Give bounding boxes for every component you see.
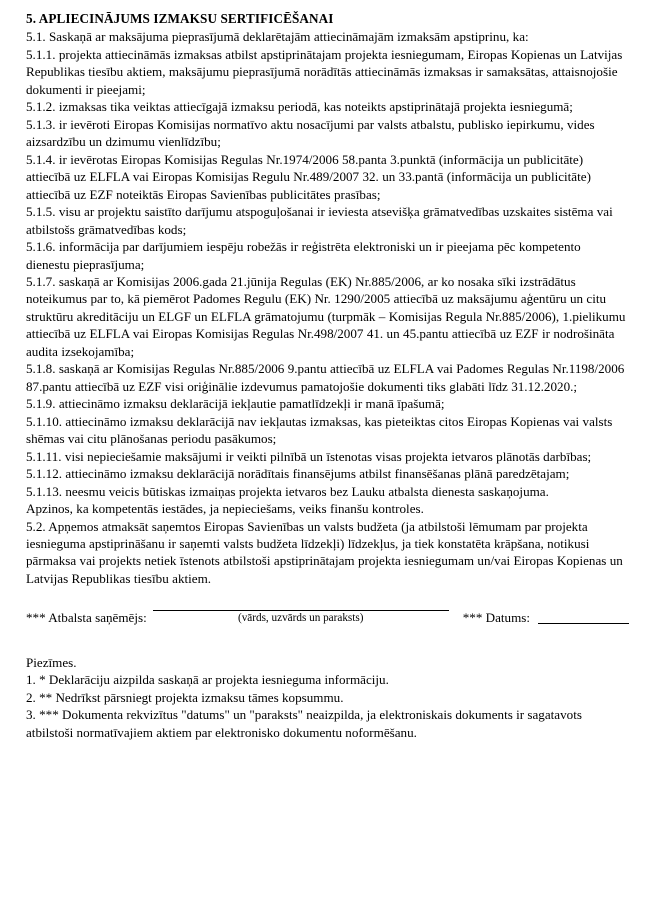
clause-5-1-7: 5.1.7. saskaņā ar Komisijas 2006.gada 21.jūnija Regulas (EK) Nr.885/2006, ar ko nosaka sīki izstrādātus noteikumus par to, kā piemērot Padomes Regulu (EK) Nr. 1290/2005 attiecībā uz maksājumu aģentūru un citu struktūru akreditāciju un ELGF un ELFLA grāmatojumu (turpmāk – Komisijas Regula Nr.885/2006), 1.pielikumu attiecībā uz ELFLA vai Eiropas Komisijas Regulas Nr.498/2007 41. un 45.pantu attiecībā uz EZF ir nodrošināta audita izsekojamība; [26, 273, 626, 359]
note-item-2: 2. ** Nedrīkst pārsniegt projekta izmaksu tāmes kopsummu. [26, 689, 344, 705]
clause-5-1-3: 5.1.3. ir ievēroti Eiropas Komisijas normatīvo aktu nosacījumi par valsts atbalstu, publisko iepirkumu, vides aizsardzību un dzimumu vienlīdzību; [26, 116, 595, 150]
clause-5-1-2: 5.1.2. izmaksas tika veiktas attiecīgajā izmaksu periodā, kas noteikts apstiprinātajā projekta iesniegumā; [26, 99, 573, 115]
signature-row [26, 609, 629, 625]
clause-5-1-1: 5.1.1. projekta attiecināmās izmaksas atbilst apstiprinātajam projekta iesniegumam, Eiropas Kopienas un Latvijas Republikas tiesību aktiem, maksājumu pieprasījumā norādītās attiecināmās izmaksas ir samaksātas, attaisnojošie dokumenti ir pieejami; [26, 46, 623, 97]
date-label: *** Datums: [462, 610, 531, 626]
recipient-label: *** Atbalsta saņēmējs: [26, 610, 147, 626]
clause-5-1-10: 5.1.10. attiecināmo izmaksu deklarācijā nav iekļautas izmaksas, kas pieteiktas citos Eiropas Kopienas vai valsts shēmas vai citu plānošanas periodu pasākumos; [26, 413, 613, 447]
clause-5-1-13: 5.1.13. neesmu veicis būtiskas izmaiņas projekta ietvaros bez Lauku atbalsta dienesta saskaņojuma. [26, 483, 549, 499]
date-input-line[interactable] [538, 622, 629, 624]
clause-5-1-12: 5.1.12. attiecināmo izmaksu deklarācijā norādītais finansējums atbilst finansēšanas plānā paredzētajam; [26, 466, 570, 482]
clause-5-1-5: 5.1.5. visu ar projektu saistīto darījumu atspoguļošanai ir ieviesta atsevišķa grāmatvedības uzskaites sistēma vai atbilstošs grāmatvedības kods; [26, 204, 613, 237]
clause-list [26, 28, 627, 587]
page-title: 5. APLIECINĀJUMS IZMAKSU SERTIFICĒŠANAI [26, 11, 334, 26]
clause-5-1-11: 5.1.11. visi nepieciešamie maksājumi ir veikti pilnībā un īstenotas visas projekta ietvaros plānotās darbības; [26, 448, 592, 464]
clause-5-1-8: 5.1.8. saskaņā ar Komisijas Regulas Nr.885/2006 9.pantu attiecībā uz ELFLA vai Padomes Regulas Nr.1198/2006 87.pantu attiecībā uz EZF visi oriģinālie izdevumus pamatojošie dokumenti tiks glabāti līdz 31.12.2020.; [26, 361, 625, 394]
notes-section [26, 654, 627, 741]
clause-5-1: 5.1. Saskaņā ar maksājuma pieprasījumā deklarētajām attiecināmajām izmaksām apstiprinu, ka: [26, 29, 529, 45]
notes-title: Piezīmes. [26, 654, 77, 670]
note-item-3: 3. *** Dokumenta rekvizītus "datums" un "paraksts" neaizpilda, ja elektroniskais dokuments ir sagatavots atbilstoši normatīvajiem aktiem par elektronisko dokumentu noformēšanu. [26, 707, 582, 740]
recipient-field-wrap [147, 609, 449, 625]
clause-acknowledgement: Apzinos, ka kompetentās iestādes, ja nepieciešams, veiks finanšu kontroles. [26, 501, 424, 517]
clause-5-2: 5.2. Apņemos atmaksāt saņemtos Eiropas Savienības un valsts budžeta (ja atbilstoši lēmumam par projekta iesnieguma apstiprināšanu ir saņemti valsts budžeta līdzekļi) līdzekļus, ja tiek konstatēta krāpšana, notikusi pārmaksa vai projekts netiek īstenots atbilstoši apstiprinātajam projekta iesniegumam un/vai Eiropas Kopienas un Latvijas Republikas tiesību aktiem. [26, 518, 623, 586]
note-item-1: 1. * Deklarāciju aizpilda saskaņā ar projekta iesnieguma informāciju. [26, 672, 389, 688]
recipient-caption: (vārds, uzvārds un paraksts) [237, 612, 364, 625]
clause-5-1-4: 5.1.4. ir ievērotas Eiropas Komisijas Regulas Nr.1974/2006 58.panta 3.punktā (informācija un publicitāte) attiecībā uz ELFLA vai Eiropas Komisijas Regulu Nr.489/2007 32. un 33.pantā (informācija un publicitāte) attiecībā uz EZF noteiktās Eiropas Savienības publicitātes prasības; [26, 151, 591, 202]
clause-5-1-9: 5.1.9. attiecināmo izmaksu deklarācijā iekļautie pamatlīdzekļi ir manā īpašumā; [26, 396, 445, 412]
clause-5-1-6: 5.1.6. informācija par darījumiem iespēju robežās ir reģistrēta elektroniski un ir pieejama pēc kompetento dienestu pieprasījuma; [26, 239, 581, 272]
